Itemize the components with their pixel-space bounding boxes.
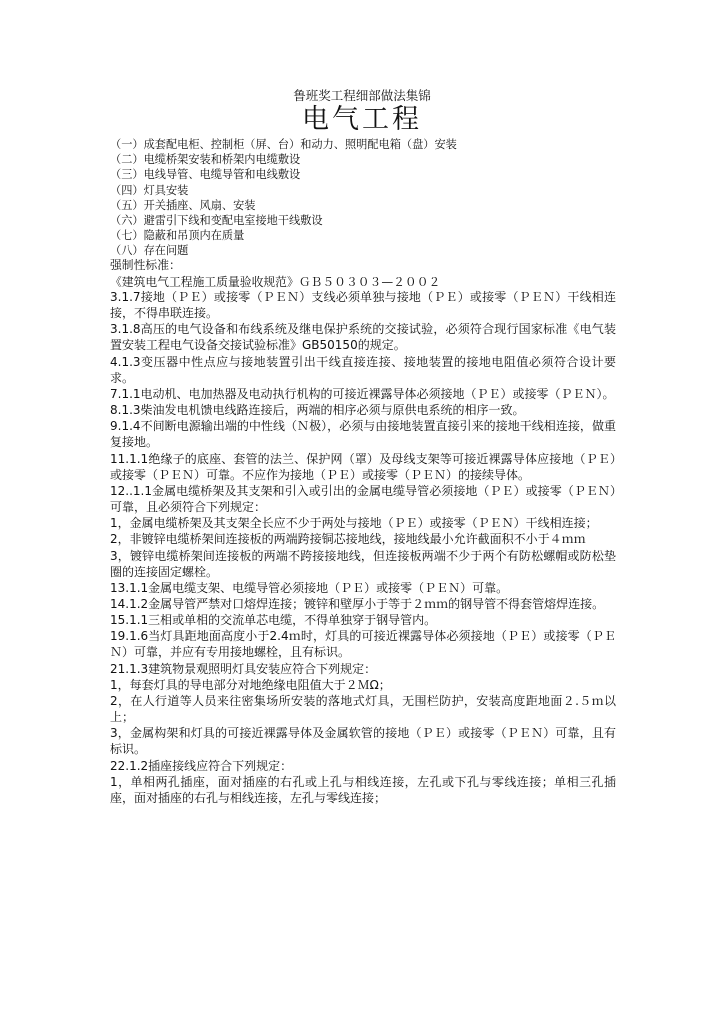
clause: 4.1.3变压器中性点应与接地装置引出干线直接连接、接地装置的接地电阻值必须符合设计要求。 — [110, 354, 616, 385]
clause: 3，镀锌电缆桥架间连接板的两端不跨接接地线，但连接板两端不少于两个有防松螺帽或防松垫圈的连接固定螺栓。 — [110, 548, 616, 579]
table-of-contents — [110, 137, 620, 259]
clause: 2，在人行道等人员来往密集场所安装的落地式灯具，无围栏防护，安装高度距地面２.５ｍ以上； — [110, 693, 616, 725]
clause: 1，金属电缆桥架及其支架全长应不少于两处与接地（ＰＥ）或接零（ＰＥＮ）干线相连接； — [110, 516, 598, 531]
clause: 11.1.1绝缘子的底座、套管的法兰、保护网（罩）及母线支架等可接近裸露导体应接地（ＰＥ）或接零（ＰＥＮ）可靠。不应作为接地（ＰＥ）或接零（ＰＥＮ）的接续导体。 — [110, 451, 616, 482]
toc-item: （四）灯具安装 — [110, 183, 189, 197]
clause: 7.1.1电动机、电加热器及电动执行机构的可接近裸露导体必须接地（ＰＥ）或接零（ＰＥＮ）。 — [110, 386, 615, 401]
toc-item: （六）避雷引下线和变配电室接地干线敷设 — [110, 214, 323, 228]
standard-label: 强制性标准： — [110, 258, 181, 272]
toc-item: （八）存在问题 — [110, 244, 189, 258]
toc-item: （二）电缆桥架安装和桥架内电缆敷设 — [110, 153, 301, 167]
clause: 14.1.2金属导管严禁对口熔焊连接；镀锌和壁厚小于等于２ｍｍ的钢导管不得套管熔焊连接。 — [110, 596, 605, 611]
clause: 3.1.8高压的电气设备和布线系统及继电保护系统的交接试验，必须符合现行国家标准《电气装置安装工程电气设备交接试验标准》GB50150的规定。 — [110, 322, 616, 353]
clause: 3.1.7接地（ＰＥ）或接零（ＰＥＮ）支线必须单独与接地（ＰＥ）或接零（ＰＥＮ）干线相连接，不得串联连接。 — [110, 290, 616, 321]
clause: 9.1.4不间断电源输出端的中性线（Ｎ极），必须与由接地装置直接引来的接地干线相连接，做重复接地。 — [110, 419, 616, 450]
clause: 1，单相两孔插座，面对插座的右孔或上孔与相线连接，左孔或下孔与零线连接；单相三孔插座，面对插座的右孔与相线连接，左孔与零线连接； — [110, 774, 616, 805]
clause: 8.1.3柴油发电机馈电线路连接后，两端的相序必须与原供电系统的相序一致。 — [110, 403, 525, 418]
clause-list — [110, 289, 616, 806]
page-title: 电气工程 — [302, 104, 422, 135]
clause: 2，非镀锌电缆桥架间连接板的两端跨接铜芯接地线，接地线最小允许截面积不小于４ｍｍ — [110, 532, 586, 547]
clause: 1，每套灯具的导电部分对地绝缘电阻值大于２ＭΩ； — [110, 677, 391, 692]
toc-item: （七）隐蔽和吊顶内在质量 — [110, 229, 245, 243]
clause: 3，金属构架和灯具的可接近裸露导体及金属软管的接地（ＰＥ）或接零（ＰＥＮ）可靠，且有标识。 — [110, 726, 616, 757]
clause: 21.1.3建筑物景观照明灯具安装应符合下列规定： — [110, 661, 377, 676]
clause: 22.1.2插座接线应符合下列规定： — [110, 758, 293, 773]
toc-item: （五）开关插座、风扇、安装 — [110, 198, 256, 212]
clause: 15.1.1三相或单相的交流单芯电缆，不得单独穿于钢导管内。 — [110, 613, 437, 628]
clause: 13.1.1金属电缆支架、电缆导管必须接地（ＰＥ）或接零（ＰＥＮ）可靠。 — [110, 580, 509, 595]
standard-name: 《建筑电气工程施工质量验收规范》ＧＢ５０３０３—２００２ — [110, 274, 441, 289]
toc-item: （一）成套配电柜、控制柜（屏、台）和动力、照明配电箱（盘）安装 — [110, 138, 457, 151]
mandatory-standard — [110, 257, 620, 290]
clause: 12..1.1金属电缆桥架及其支架和引入或引出的金属电缆导管必须接地（ＰＥ）或接零（ＰＥＮ）可靠，且必须符合下列规定： — [110, 483, 616, 515]
clause: 19.1.6当灯具距地面高度小于2.4ｍ时，灯具的可接近裸露导体必须接地（ＰＥ）或接零（ＰＥＮ）可靠，并应有专用接地螺栓，且有标识。 — [110, 629, 616, 660]
toc-item: （三）电线导管、电缆导管和电线敷设 — [110, 168, 301, 182]
document-subtitle: 鲁班奖工程细部做法集锦 — [293, 88, 431, 103]
